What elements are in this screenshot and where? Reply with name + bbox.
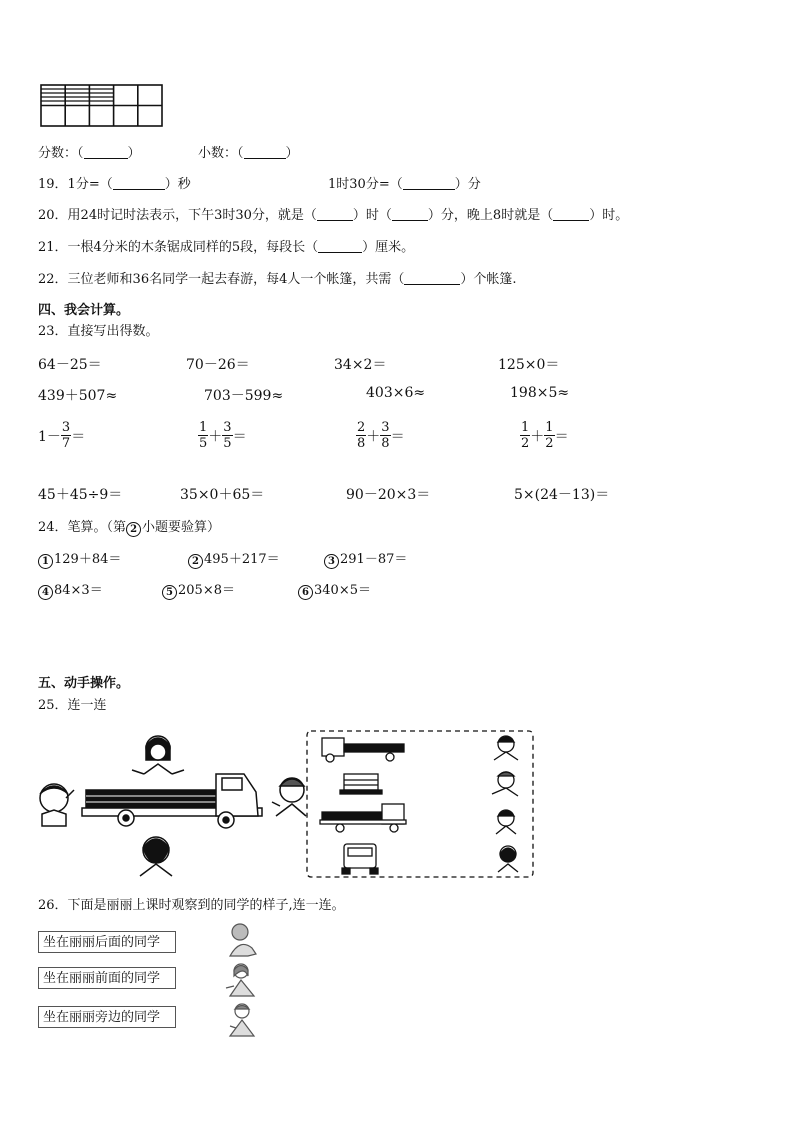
section-5-heading: 五、动手操作。 [38,676,130,691]
question-23-title: 23．直接写出得数。 [38,324,159,339]
child-girl-2 [498,846,518,872]
mixed-calc-item: 45＋45÷9＝ [38,487,123,503]
question-26-title: 26．下面是丽丽上课时观察到的同学的样子,连一连。 [38,898,345,913]
question-25-title: 25．连一连 [38,698,107,713]
question-24-title: 24．笔算。（第 2 小题要验算） [38,520,221,535]
child-boy [496,810,516,834]
estimate-item: 403×6≈ [366,385,426,401]
fraction-item-a: 1－ $\frac{3}{7}$ ＝ [38,420,86,451]
section-4-heading: 四、我会计算。 [38,303,130,318]
mixed-calc-item: 35×0＋65＝ [180,487,265,503]
written-calc-item: 6 340×5＝ [298,583,371,600]
student-front-view [226,962,258,998]
boy-viewer-right [272,778,306,816]
boy-viewer-left [40,784,74,826]
q20-blank-2[interactable] [392,208,428,221]
written-calc-item: 2 495＋217＝ [188,552,280,569]
estimate-item: 703－599≈ [204,388,284,404]
fraction-item-d: $\frac{1}{2}$ ＋ $\frac{1}{2}$ ＝ [521,420,569,451]
q19-blank-a[interactable] [113,177,165,190]
child-boy-cap [492,772,518,796]
q22-blank[interactable] [404,272,460,285]
q20-blank-3[interactable] [553,208,589,221]
q18-answers: 分数：（ ） [38,146,141,161]
question-19-b: 1时30分=（ ）分 [328,177,481,192]
q18-decimal: 小数：（ ） [198,146,299,161]
estimate-item: 439＋507≈ [38,388,118,404]
fraction-blank[interactable] [84,146,128,159]
question-22: 22．三位老师和36名同学一起去春游，每4人一个帐篷，共需（ ）个帐篷. [38,272,517,287]
calc-item: 64－25＝ [38,357,102,373]
decimal-label: 小数：（ [198,146,244,161]
circled-number: 2 [126,522,141,537]
question-20: 20．用24时记时法表示，下午3时30分，就是（ ）时（ ）分，晚上8时就是（ ）时。 [38,208,629,223]
mixed-calc-item: 5×(24－13)＝ [514,487,610,503]
truck-view-side-2 [320,804,406,832]
q19-blank-b[interactable] [403,177,455,190]
student-side-view [226,1002,258,1038]
truck-view-side [322,738,404,762]
truck-scene [36,730,306,880]
girl-viewer-bottom [140,837,172,876]
written-calc-item: 4 84×3＝ [38,583,103,600]
student-back-view [226,922,258,958]
estimate-item: 198×5≈ [510,385,570,401]
fraction-item-b: $\frac{1}{5}$ ＋ $\frac{3}{5}$ ＝ [199,420,247,451]
question-21: 21．一根4分米的木条锯成同样的5段，每段长（ ）厘米。 [38,240,415,255]
decimal-blank[interactable] [244,146,286,159]
calc-item: 125×0＝ [498,357,560,373]
fraction-grid [40,84,164,128]
mixed-calc-item: 90－20×3＝ [346,487,431,503]
calc-item: 70－26＝ [186,357,250,373]
label-front-student[interactable]: 坐在丽丽前面的同学 [38,967,176,989]
label-beside-student[interactable]: 坐在丽丽旁边的同学 [38,1006,176,1028]
fraction-item-c: $\frac{2}{8}$ ＋ $\frac{3}{8}$ ＝ [357,420,405,451]
question-19: 19．1分=（ ）秒 [38,177,191,192]
calc-item: 34×2＝ [334,357,387,373]
truck-view-back [340,774,382,794]
label-behind-student[interactable]: 坐在丽丽后面的同学 [38,931,176,953]
written-calc-item: 5 205×8＝ [162,583,235,600]
fraction-label: 分数：（ [38,146,84,161]
written-calc-item: 3 291－87＝ [324,552,407,569]
child-girl-1 [494,736,518,760]
q21-blank[interactable] [318,240,362,253]
truck-view-front [342,844,378,874]
truck-side [82,774,262,828]
written-calc-item: 1 129＋84＝ [38,552,121,569]
q20-blank-1[interactable] [317,208,353,221]
girl-viewer-top [132,736,184,774]
views-match-box [306,730,534,880]
